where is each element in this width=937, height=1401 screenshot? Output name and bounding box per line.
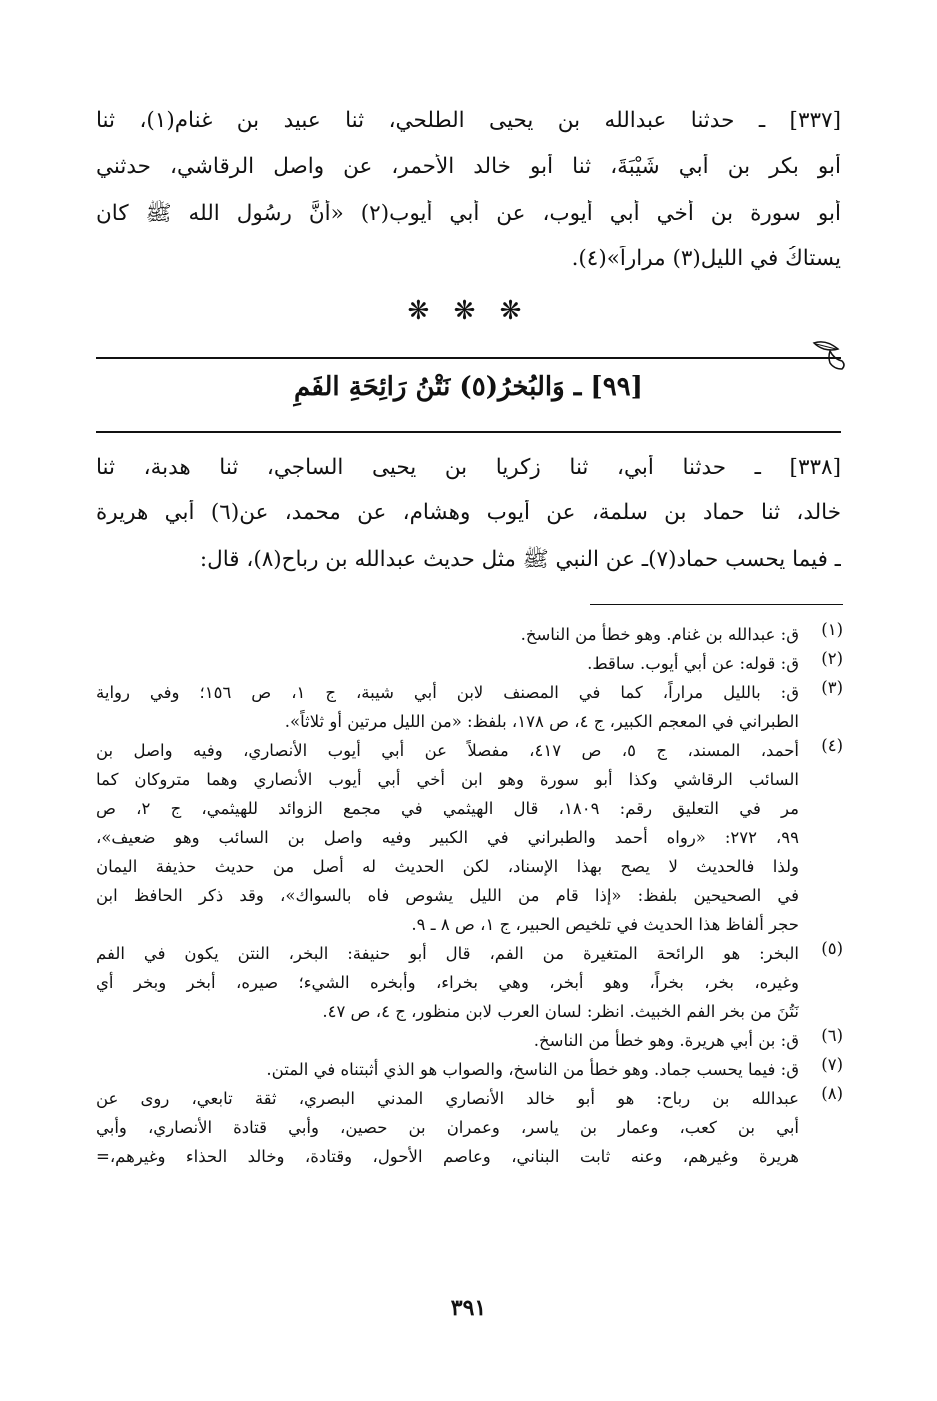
footnote-line: عبدالله بن رباح: هو أبو خالد الأنصاري المدني البصري، ثقة تابعي، روى عن <box>96 1089 799 1108</box>
footnote-number: (٨) <box>821 1084 843 1103</box>
footnote-line: الطبراني في المعجم الكبير، ج ٤، ص ١٧٨، بلفظ: «من الليل مرتين أو ثلاثاً». <box>284 712 799 731</box>
footnote-line: حجر ألفاظ هذا الحديث في تلخيص الحبير، ج ١، ص ٨ ـ ٩. <box>411 915 799 934</box>
footnote-line: ٩٩، ٢٧٢: «رواه أحمد والطبراني في الكبير وفيه واصل بن السائب وهو ضعيف»، <box>96 828 799 847</box>
footnote-number: (٦) <box>821 1026 843 1045</box>
chapter-heading: [٩٩] ـ وَالبُخرُ(٥) نَتْنُ رَائِحَةِ الفَمِ <box>294 372 643 402</box>
footnote-rule <box>590 604 843 605</box>
footnote-line: ولذا فالحديث لا يصح بهذا الإسناد، لكن الحديث له أصل من حديث حذيفة اليمان <box>96 857 799 876</box>
footnote-number: (٤) <box>821 736 843 755</box>
footnote-line: وغيره، بخر، بخراً، وهو أبخر، وهي بخراء، وأبخره الشيء؛ صيره، أبخر وبخر أي <box>96 973 799 992</box>
footnote-line: نَتُنَ من بخر الفم الخبيث. انظر: لسان العرب لابن منظور، ج ٤، ص ٤٧. <box>322 1002 799 1021</box>
section-separator: ❋ ❋ ❋ <box>407 296 530 326</box>
footnote-line: ق: بالليل مراراً، كما في المصنف لابن أبي شيبة، ج ١، ص ١٥٦؛ وفي رواية <box>96 683 799 702</box>
footnote-number: (٧) <box>821 1055 843 1074</box>
footnote-number: (١) <box>821 620 843 639</box>
footnote <box>96 1084 843 1171</box>
footnote-number: (٣) <box>821 678 843 697</box>
footnotes <box>96 620 843 1171</box>
footnote <box>96 736 843 939</box>
footnote-line: في الصحيحين بلفظ: «إذا قام من الليل يشوص فاه بالسواك»، وقد ذكر الحافظ ابن <box>96 886 799 905</box>
quill-hand-icon <box>812 337 848 371</box>
footnote-line: أحمد، المسند، ج ٥، ص ٤١٧، مفصلاً عن أبي أيوب الأنصاري، وفيه واصل بن <box>96 741 799 760</box>
footnote-number: (٢) <box>821 649 843 668</box>
footnote-line: البخر: هو الرائحة المتغيرة من الفم، قال أبو حنيفة: البخر، النتن يكون في الفم <box>96 944 799 963</box>
footnote-line: ق: قوله: عن أبي أيوب. ساقط. <box>587 654 799 673</box>
footnote-line: السائب الرقاشي وكذا أبو سورة وهو ابن أخي أبي أيوب الأنصاري وهما متروكان كما <box>96 770 799 789</box>
footnote <box>96 678 843 736</box>
text-line: ـ فيما يحسب حماد(٧)ـ عن النبي ﷺ مثل حديث عبدالله بن رباح(٨)، قال: <box>199 547 841 572</box>
footnote-line: ق: فيما يحسب جماد. وهو خطأ من الناسخ، والصواب هو الذي أثبتناه في المتن. <box>266 1060 799 1079</box>
footnote <box>96 1055 843 1084</box>
text-line: يستاكُ في الليل(٣) مراراً»(٤). <box>571 246 841 271</box>
footnote <box>96 620 843 649</box>
text-line: [٣٣٨] ـ حدثنا أبي، ثنا زكريا بن يحيى الساجي، ثنا هدبة، ثنا <box>96 455 841 480</box>
heading-rule-top <box>96 357 841 359</box>
page-number: ٣٩١ <box>450 1295 487 1321</box>
footnote <box>96 649 843 678</box>
text-line: خالد، ثنا حماد بن سلمة، عن أيوب وهشام، عن محمد، عن(٦) أبي هريرة <box>96 500 841 525</box>
footnote <box>96 1026 843 1055</box>
footnote-line: أبي بن كعب، وعمار بن ياسر، وعمران بن حصين، وأبي قتادة الأنصاري، وأبي <box>96 1118 799 1137</box>
text-line: أبو سورة بن أخي أبي أيوب، عن أبي أيوب(٢) «أنَّ رسُول الله ﷺ كان <box>96 201 841 226</box>
footnote-line: مر في التعليق رقم: ١٨٠٩، قال الهيثمي في مجمع الزوائد للهيثمي، ج ٢، ص <box>96 799 799 818</box>
text-line: [٣٣٧] ـ حدثنا عبدالله بن يحيى الطلحي، ثنا عبيد بن غنام(١)، ثنا <box>96 108 841 133</box>
heading-rule-bottom <box>96 431 841 433</box>
text-line: أبو بكر بن أبي شَيْبَةَ، ثنا أبو خالد الأحمر، عن واصل الرقاشي، حدثني <box>96 154 841 179</box>
footnote-number: (٥) <box>821 939 843 958</box>
footnote-line: ق: عبدالله بن غنام. وهو خطأ من الناسخ. <box>520 625 799 644</box>
footnote-line: هريرة وغيرهم، وعنه ثابت البناني، وعاصم الأحول، وقتادة، وخالد الحذاء وغيرهم،= <box>96 1147 799 1166</box>
footnote-line: ق: بن أبي هريرة. وهو خطأ من الناسخ. <box>533 1031 799 1050</box>
footnote <box>96 939 843 1026</box>
